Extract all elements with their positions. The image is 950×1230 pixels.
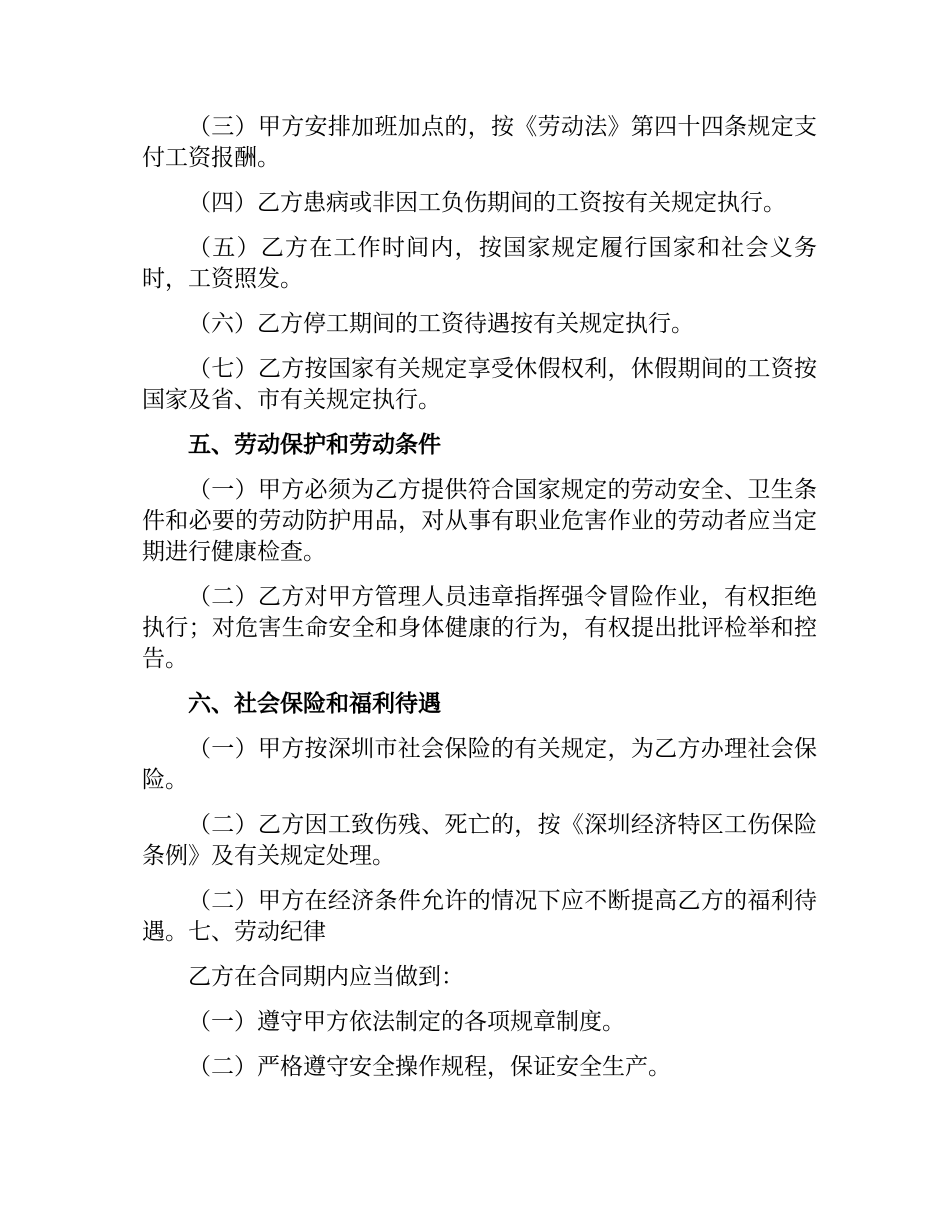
paragraph-civic-duty-pay: （五）乙方在工作时间内，按国家规定履行国家和社会义务时，工资照发。: [142, 235, 817, 292]
section-heading-social-insurance: 六、社会保险和福利待遇: [188, 691, 441, 717]
paragraph-overtime-pay: （三）甲方安排加班加点的，按《劳动法》第四十四条规定支付工资报酬。: [142, 114, 817, 171]
paragraph-safety-conditions: （一）甲方必须为乙方提供符合国家规定的劳动安全、卫生条件和必要的劳动防护用品，对从事有职业危害作业的劳动者应当定期进行健康检查。: [142, 477, 817, 565]
paragraph-welfare: （二）甲方在经济条件允许的情况下应不断提高乙方的福利待遇。七、劳动纪律: [142, 888, 817, 945]
paragraph-follow-rules: （一）遵守甲方依法制定的各项规章制度。: [188, 1009, 625, 1035]
document-body: [142, 112, 817, 1097]
paragraph-stoppage-pay: （六）乙方停工期间的工资待遇按有关规定执行。: [188, 311, 694, 337]
section-heading-labor-protection: 五、劳动保护和劳动条件: [188, 432, 441, 458]
paragraph-safety-procedures: （二）严格遵守安全操作规程，保证安全生产。: [188, 1054, 671, 1080]
paragraph-discipline-intro: 乙方在合同期内应当做到：: [188, 964, 464, 990]
paragraph-sick-leave-pay: （四）乙方患病或非因工负伤期间的工资按有关规定执行。: [188, 190, 786, 216]
paragraph-vacation-pay: （七）乙方按国家有关规定享受休假权利，休假期间的工资按国家及省、市有关规定执行。: [142, 356, 817, 413]
paragraph-work-injury: （二）乙方因工致伤残、死亡的，按《深圳经济特区工伤保险条例》及有关规定处理。: [142, 812, 817, 869]
paragraph-refuse-risky-orders: （二）乙方对甲方管理人员违章指挥强令冒险作业，有权拒绝执行；对危害生命安全和身体健康的行为，有权提出批评检举和控告。: [142, 584, 817, 672]
paragraph-social-insurance: （一）甲方按深圳市社会保险的有关规定，为乙方办理社会保险。: [142, 736, 817, 793]
